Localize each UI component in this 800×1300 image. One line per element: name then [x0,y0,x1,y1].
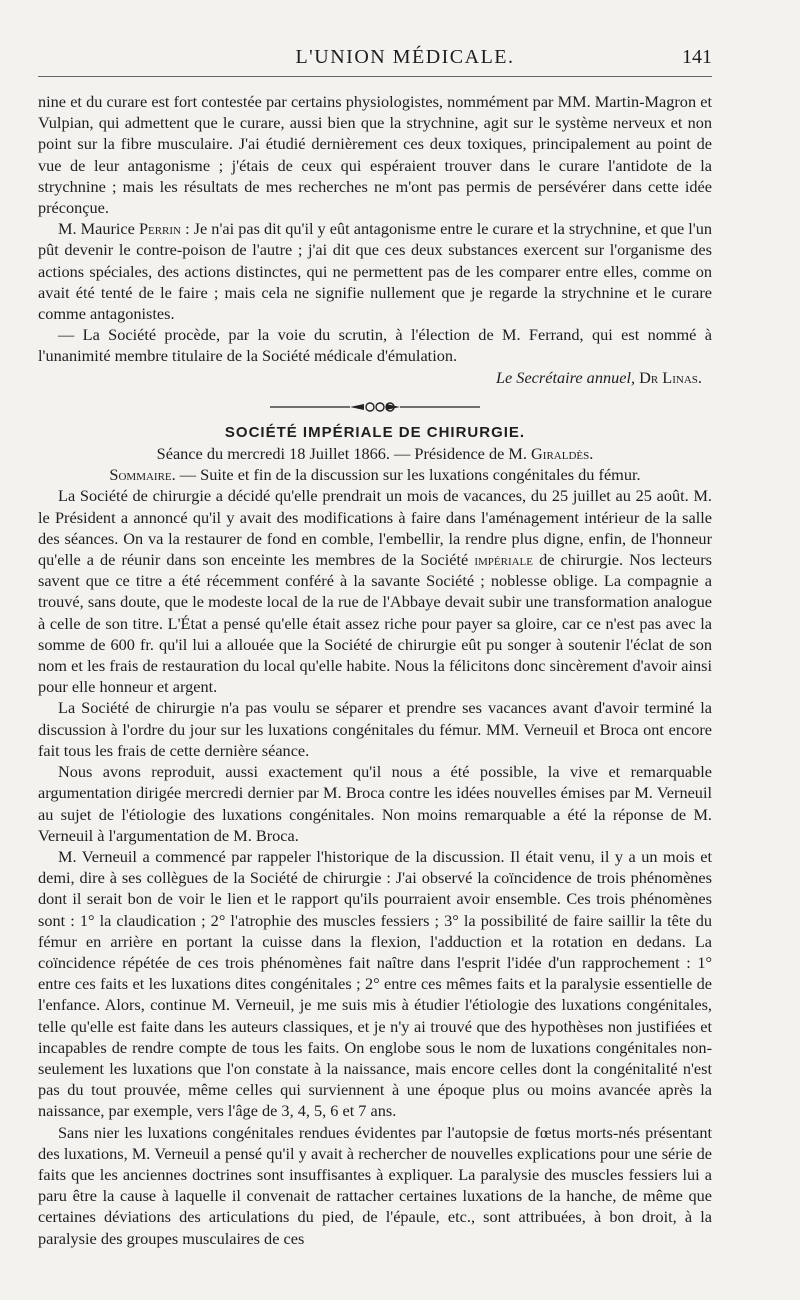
vacances-text-b: de chirurgie. Nos lecteurs savent que ce titre a été récemment conféré à la savante Société ; noblesse oblige. La compagnie a trouvé, sans doute, que le modeste local de la rue de l'Abbaye devait subir une transformation analogue à celle de son titre. L'État a pensé qu'elle était assez riche pour payer sa gloire, car ce n'est pas avec la somme de 600 fr. qu'il lui a allouée que la Société de chirurgie eût pu songer à soutenir l'éclat de son nom et les frais de restauration du local qu'elle habite. Nous la félicitons donc sincèrement d'avoir ainsi pour elle honneur et argent. [38,550,712,697]
paragraph-discussion-end: La Société de chirurgie n'a pas voulu se séparer et prendre ses vacances avant d'avoir terminé la discussion à l'ordre du jour sur les luxations congénitales du fémur. MM. Verneuil et Broca ont encore fait tous les frais de cette dernière séance. [38,698,712,760]
page-body [38,91,712,1249]
paragraph-election: — La Société procède, par la voie du scrutin, à l'élection de M. Ferrand, qui est nommé à l'unanimité membre titulaire de la Société médicale d'émulation. [38,325,712,366]
running-title: L'UNION MÉDICALE. [295,46,515,68]
secretary-signature [38,367,712,388]
seance-president: Giraldès. [531,444,594,464]
signature-name: Dr Linas. [639,367,702,387]
vacances-text-a: La Société de chirurgie a décidé qu'elle prendrait un mois de vacances, du 25 juillet au 25 août. M. le Président a annoncé qu'il y avait des modifications à faire dans l'aménagement intérieur de la salle des séances. On va la restaurer de fond en comble, l'embellir, la rendre plus digne, enfin, de l'honneur qu'elle a de réunir dans son enceinte les membres de la Société [38,486,712,570]
seance-date: Séance du mercredi 18 Juillet 1866. — Présidence de M. [156,444,527,464]
sommaire-text: — Suite et fin de la discussion sur les luxations congénitales du fémur. [179,465,641,485]
page-number: 141 [682,46,712,68]
speaker-prefix: M. Maurice [58,219,135,239]
speaker-statement: : Je n'ai pas dit qu'il y eût antagonisme entre le curare et la strychnine, et que l'un pût devenir le contre-poison de l'autre ; j'ai dit que ces deux substances exercent sur l'organisme des actions spéciales, des actions distinctes, qui ne permettent pas de les comparer entre elles, comme on avait été tenté de le faire ; mais cela ne signifie nullement que je regarde la strychnine et le curare comme antagonistes. [38,219,712,324]
sommaire-line [38,464,712,485]
paragraph-perrin-reply [38,218,712,324]
paragraph-curare-continuation: nine et du curare est fort contestée par certains physiologistes, nommément par MM. Martin-Magron et Vulpian, qui admettent que le curare, aussi bien que la strychnine, agit sur le système nerveux et non point sur la fibre musculaire. J'ai étudié dernièrement ces deux toxiques, principalement au point de vue de leur antagonisme ; j'étais de ceux qui espéraient trouver dans le curare l'antidote de la strychnine ; mais les résultats de mes recherches ne m'ont pas permis de persévérer dans cette idée préconçue. [38,92,712,218]
speaker-name: Perrin [138,219,181,239]
paragraph-verneuil-history: M. Verneuil a commencé par rappeler l'historique de la discussion. Il était venu, il y a un mois et demi, dire à ses collègues de la Société de chirurgie : J'ai observé la coïncidence de trois phénomènes dont il serait bon de voir le lien et le rapport qu'ils pourraient avoir ensemble. Ces trois phénomènes sont : 1° la claudication ; 2° l'atrophie des muscles fessiers ; 3° la possibilité de faire saillir la tête du fémur en arrière en portant la cuisse dans la flexion, l'adduction et la rotation en dedans. La coïncidence répétée de ces trois phénomènes fait naître dans l'esprit l'idée d'un rapprochement : 1° entre ces faits et les luxations dites congénitales ; 2° entre ces mêmes faits et la paralysie essentielle de l'enfance. Alors, continue M. Verneuil, je me suis mis à étudier l'étiologie des luxations congénitales, telle qu'elle est faite dans les auteurs classiques, et je n'y ai trouvé que des hypothèses non justifiées et incapables de rendre compte de tous les faits. On englobe sous le nom de luxations congénitales non-seulement les luxations que l'on constate à la naissance, mais encore celles dont la congénitalité n'est pas du tout prouvée, même celles qui surviennent à une époque plus ou moins avancée après la naissance, par exemple, vers l'âge de 3, 4, 5, 6 et 7 ans. [38,846,712,1121]
seance-line [38,443,712,464]
vacances-imperiale: impériale [474,550,533,570]
signature-role: Le Secrétaire annuel, [495,367,636,387]
paragraph-verneuil-hypothesis: Sans nier les luxations congénitales rendues évidentes par l'autopsie de fœtus morts-nés présentant des luxations, M. Verneuil a pensé qu'il y avait à rechercher de nouvelles explications pour une série de faits que les anciennes doctrines sont insuffisantes à expliquer. La paralysie des muscles fessiers lui a paru être la cause à laquelle il convenait de rattacher certaines luxations de la hanche, de même que certaines déviations des articulations du pied, de l'épaule, etc., sont attribuées, à bon droit, à la paralysie des groupes musculaires de ces [38,1122,712,1248]
ornament-rule-icon [270,400,480,414]
page-header [38,46,712,77]
paragraph-broca-argument: Nous avons reproduit, aussi exactement qu'il nous a été possible, la vive et remarquable argumentation dirigée mercredi dernier par M. Broca contre les idées nouvelles émises par M. Verneuil au sujet de l'étiologie des luxations congénitales. Non moins remarquable a été la réponse de M. Verneuil à l'argumentation de M. Broca. [38,762,712,845]
section-divider-ornament [38,394,712,420]
sommaire-label: Sommaire. [109,465,176,485]
paragraph-vacances [38,485,712,697]
section-title: SOCIÉTÉ IMPÉRIALE DE CHIRURGIE. [224,423,526,441]
